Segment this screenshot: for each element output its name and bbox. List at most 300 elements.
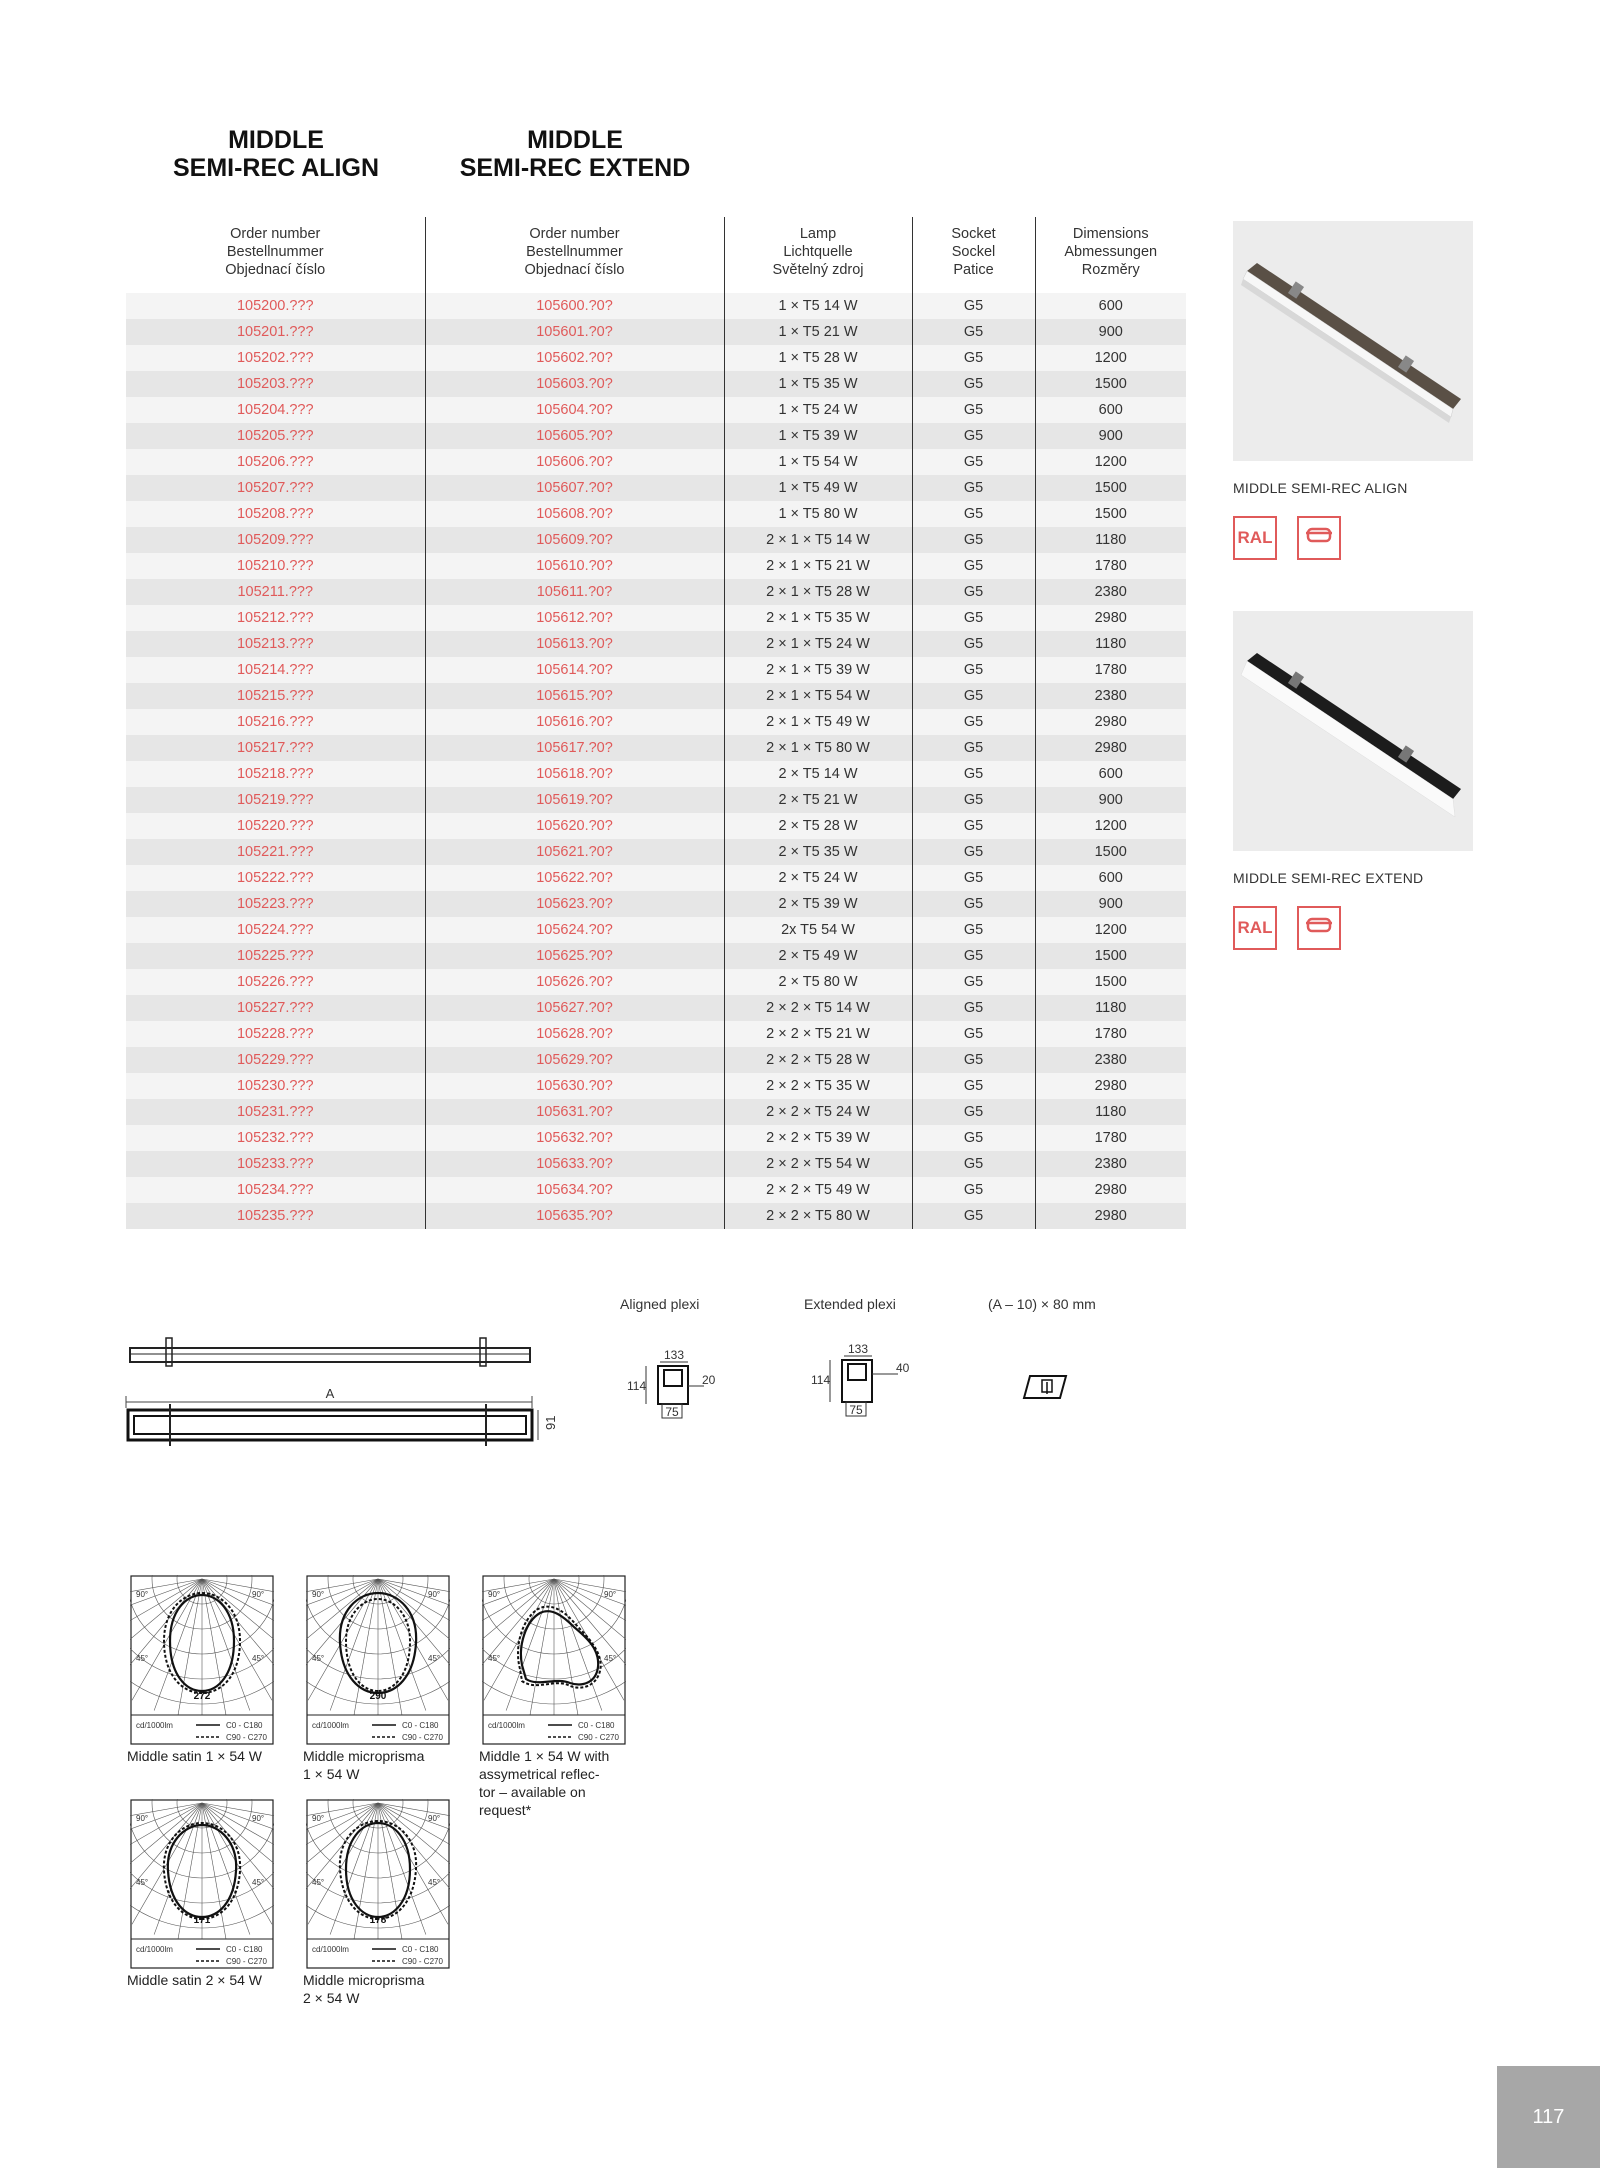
cell-lamp: 2 × 2 × T5 21 W: [724, 1021, 912, 1047]
header-lamp: Lamp Lichtquelle Světelný zdroj: [724, 217, 912, 293]
cell-lamp: 2 × 2 × T5 14 W: [724, 995, 912, 1021]
cell-socket: G5: [912, 371, 1035, 397]
polar-caption-line: Middle microprisma: [303, 1972, 425, 1988]
cell-order-extend: 105618.?0?: [425, 761, 724, 787]
svg-text:75: 75: [665, 1405, 679, 1419]
cell-order-extend: 105606.?0?: [425, 449, 724, 475]
cell-lamp: 2 × 2 × T5 49 W: [724, 1177, 912, 1203]
polar-label-45-right: 45°: [604, 1654, 617, 1663]
header-dimensions: Dimensions Abmessungen Rozměry: [1035, 217, 1186, 293]
cell-order-extend: 105633.?0?: [425, 1151, 724, 1177]
cell-dimension: 1200: [1035, 345, 1186, 371]
polar-diagram: [306, 1799, 450, 1969]
cell-lamp: 2x T5 54 W: [724, 917, 912, 943]
polar-caption: [479, 1747, 609, 1819]
table-row: [126, 475, 1186, 501]
polar-label-90-right: 90°: [428, 1590, 441, 1599]
cell-dimension: 2380: [1035, 683, 1186, 709]
table-row: [126, 735, 1186, 761]
table-row: [126, 319, 1186, 345]
polar-max-value: 290: [369, 1691, 387, 1702]
cell-order-extend: 105631.?0?: [425, 1099, 724, 1125]
cell-socket: G5: [912, 787, 1035, 813]
cell-socket: G5: [912, 397, 1035, 423]
table-row: [126, 423, 1186, 449]
polar-unit: cd/1000lm: [312, 1721, 349, 1730]
cell-order-align: 105213.???: [126, 631, 425, 657]
table-row: [126, 1203, 1186, 1229]
cell-socket: G5: [912, 761, 1035, 787]
table-row: [126, 865, 1186, 891]
title-extend: MIDDLE SEMI-REC EXTEND: [459, 126, 691, 182]
polar-legend-c0: C0 - C180: [578, 1721, 615, 1730]
cell-lamp: 2 × 1 × T5 80 W: [724, 735, 912, 761]
cell-order-align: 105231.???: [126, 1099, 425, 1125]
cell-socket: G5: [912, 1203, 1035, 1229]
cell-order-align: 105227.???: [126, 995, 425, 1021]
polar-label-90-right: 90°: [252, 1814, 265, 1823]
polar-legend-c90: C90 - C270: [226, 1733, 267, 1742]
cell-lamp: 2 × 1 × T5 24 W: [724, 631, 912, 657]
cell-socket: G5: [912, 449, 1035, 475]
polar-caption: [303, 1747, 424, 1783]
cell-socket: G5: [912, 319, 1035, 345]
cell-order-align: 105210.???: [126, 553, 425, 579]
table-row: [126, 449, 1186, 475]
cell-order-extend: 105608.?0?: [425, 501, 724, 527]
polar-legend-c0: C0 - C180: [226, 1945, 263, 1954]
cell-dimension: 900: [1035, 787, 1186, 813]
cell-socket: G5: [912, 527, 1035, 553]
cell-order-align: 105218.???: [126, 761, 425, 787]
cell-socket: G5: [912, 657, 1035, 683]
polar-caption-line: tor – available on: [479, 1784, 586, 1800]
cell-lamp: 1 × T5 28 W: [724, 345, 912, 371]
cell-lamp: 1 × T5 14 W: [724, 293, 912, 319]
polar-unit: cd/1000lm: [136, 1945, 173, 1954]
cell-order-align: 105235.???: [126, 1203, 425, 1229]
polar-unit: cd/1000lm: [136, 1721, 173, 1730]
cell-order-align: 105220.???: [126, 813, 425, 839]
cell-dimension: 1780: [1035, 657, 1186, 683]
cell-lamp: 1 × T5 21 W: [724, 319, 912, 345]
table-row: [126, 995, 1186, 1021]
table-row: [126, 761, 1186, 787]
cell-socket: G5: [912, 631, 1035, 657]
cell-socket: G5: [912, 1047, 1035, 1073]
page-number: 117: [1497, 2066, 1600, 2168]
cell-lamp: 2 × 1 × T5 14 W: [724, 527, 912, 553]
cell-dimension: 2980: [1035, 1203, 1186, 1229]
cell-order-extend: 105625.?0?: [425, 943, 724, 969]
cell-order-align: 105212.???: [126, 605, 425, 631]
table-row: [126, 813, 1186, 839]
polar-label-45-right: 45°: [428, 1654, 441, 1663]
polar-max-value: 171: [193, 1915, 211, 1926]
cell-dimension: 1180: [1035, 995, 1186, 1021]
cell-dimension: 600: [1035, 293, 1186, 319]
cell-lamp: 2 × T5 14 W: [724, 761, 912, 787]
cell-order-align: 105221.???: [126, 839, 425, 865]
cell-socket: G5: [912, 423, 1035, 449]
cell-lamp: 1 × T5 80 W: [724, 501, 912, 527]
cell-lamp: 2 × 1 × T5 21 W: [724, 553, 912, 579]
cell-order-align: 105206.???: [126, 449, 425, 475]
cell-socket: G5: [912, 1125, 1035, 1151]
cell-socket: G5: [912, 293, 1035, 319]
svg-text:20: 20: [702, 1373, 716, 1387]
cell-order-extend: 105627.?0?: [425, 995, 724, 1021]
cell-socket: G5: [912, 917, 1035, 943]
polar-label-90-left: 90°: [136, 1814, 149, 1823]
order-table: [126, 217, 1186, 1229]
cell-socket: G5: [912, 475, 1035, 501]
cell-order-align: 105208.???: [126, 501, 425, 527]
cell-dimension: 1780: [1035, 1021, 1186, 1047]
polar-label-45-left: 45°: [312, 1878, 325, 1887]
cell-order-align: 105214.???: [126, 657, 425, 683]
cell-order-extend: 105614.?0?: [425, 657, 724, 683]
polar-label-45-left: 45°: [312, 1654, 325, 1663]
cell-dimension: 1180: [1035, 527, 1186, 553]
polar-label-90-right: 90°: [252, 1590, 265, 1599]
cell-dimension: 1500: [1035, 371, 1186, 397]
cell-socket: G5: [912, 735, 1035, 761]
cell-dimension: 600: [1035, 865, 1186, 891]
table-row: [126, 527, 1186, 553]
cell-order-extend: 105626.?0?: [425, 969, 724, 995]
cell-dimension: 2380: [1035, 1047, 1186, 1073]
cell-order-align: 105217.???: [126, 735, 425, 761]
polar-caption: [303, 1971, 424, 2007]
caption-extended-plexi: Extended plexi: [804, 1296, 896, 1312]
cell-order-extend: 105634.?0?: [425, 1177, 724, 1203]
polar-label-90-right: 90°: [428, 1814, 441, 1823]
table-row: [126, 553, 1186, 579]
cell-lamp: 2 × 1 × T5 28 W: [724, 579, 912, 605]
polar-caption-line: 1 × 54 W: [303, 1766, 360, 1782]
table-row: [126, 943, 1186, 969]
cell-socket: G5: [912, 1177, 1035, 1203]
cell-order-align: 105229.???: [126, 1047, 425, 1073]
product-image-extend: [1233, 611, 1473, 851]
cell-lamp: 1 × T5 35 W: [724, 371, 912, 397]
aligned-plexi-section: [618, 1346, 738, 1434]
cell-order-extend: 105605.?0?: [425, 423, 724, 449]
cell-socket: G5: [912, 501, 1035, 527]
cell-socket: G5: [912, 345, 1035, 371]
cell-lamp: 2 × 1 × T5 54 W: [724, 683, 912, 709]
cell-dimension: 1500: [1035, 839, 1186, 865]
polar-label-90-left: 90°: [136, 1590, 149, 1599]
table-row: [126, 371, 1186, 397]
cell-order-extend: 105628.?0?: [425, 1021, 724, 1047]
polar-legend-c0: C0 - C180: [402, 1945, 439, 1954]
polar-caption-line: Middle 1 × 54 W with: [479, 1748, 610, 1764]
cell-dimension: 900: [1035, 423, 1186, 449]
cell-order-align: 105203.???: [126, 371, 425, 397]
cell-order-extend: 105613.?0?: [425, 631, 724, 657]
cell-order-align: 105234.???: [126, 1177, 425, 1203]
cell-order-align: 105216.???: [126, 709, 425, 735]
cell-order-extend: 105622.?0?: [425, 865, 724, 891]
polar-legend-c90: C90 - C270: [226, 1957, 267, 1966]
table-row: [126, 1151, 1186, 1177]
cell-order-align: 105215.???: [126, 683, 425, 709]
cell-dimension: 900: [1035, 319, 1186, 345]
cell-lamp: 2 × 2 × T5 54 W: [724, 1151, 912, 1177]
cell-order-align: 105201.???: [126, 319, 425, 345]
recessed-icon-align: [1297, 516, 1341, 560]
cell-lamp: 2 × T5 39 W: [724, 891, 912, 917]
cell-dimension: 2980: [1035, 735, 1186, 761]
polar-unit: cd/1000lm: [488, 1721, 525, 1730]
polar-label-45-right: 45°: [252, 1878, 265, 1887]
table-row: [126, 293, 1186, 319]
table-row: [126, 345, 1186, 371]
polar-caption-line: Middle satin 1 × 54 W: [127, 1748, 263, 1764]
dim-a-label: A: [325, 1386, 335, 1401]
cell-dimension: 1180: [1035, 1099, 1186, 1125]
cell-order-align: 105226.???: [126, 969, 425, 995]
table-body: [126, 293, 1186, 1229]
table-row: [126, 1073, 1186, 1099]
cell-socket: G5: [912, 683, 1035, 709]
dim-91-label: 91: [543, 1415, 558, 1430]
cutout-icon: [1020, 1372, 1070, 1402]
table-row: [126, 579, 1186, 605]
table-row: [126, 1047, 1186, 1073]
polar-unit: cd/1000lm: [312, 1945, 349, 1954]
cell-socket: G5: [912, 813, 1035, 839]
cell-order-align: 105219.???: [126, 787, 425, 813]
recessed-icon-extend: [1297, 906, 1341, 950]
cell-socket: G5: [912, 943, 1035, 969]
table-row: [126, 1177, 1186, 1203]
svg-text:114: 114: [627, 1379, 647, 1393]
polar-caption-line: Middle microprisma: [303, 1748, 425, 1764]
cell-order-extend: 105610.?0?: [425, 553, 724, 579]
table-row: [126, 631, 1186, 657]
cell-dimension: 2980: [1035, 1177, 1186, 1203]
cell-order-align: 105222.???: [126, 865, 425, 891]
cell-lamp: 1 × T5 54 W: [724, 449, 912, 475]
cell-lamp: 2 × 2 × T5 28 W: [724, 1047, 912, 1073]
svg-text:114: 114: [811, 1373, 831, 1387]
cell-order-align: 105225.???: [126, 943, 425, 969]
cell-order-align: 105200.???: [126, 293, 425, 319]
title-align: MIDDLE SEMI-REC ALIGN: [172, 126, 380, 182]
cell-dimension: 1500: [1035, 943, 1186, 969]
cell-socket: G5: [912, 1021, 1035, 1047]
cell-socket: G5: [912, 579, 1035, 605]
cell-lamp: 2 × T5 21 W: [724, 787, 912, 813]
cell-dimension: 2380: [1035, 1151, 1186, 1177]
cell-order-extend: 105635.?0?: [425, 1203, 724, 1229]
polar-max-value: 178: [369, 1915, 387, 1926]
cell-lamp: 2 × 1 × T5 49 W: [724, 709, 912, 735]
polar-label-45-left: 45°: [136, 1878, 149, 1887]
polar-label-45-left: 45°: [136, 1654, 149, 1663]
table-row: [126, 917, 1186, 943]
cell-socket: G5: [912, 995, 1035, 1021]
cell-socket: G5: [912, 1099, 1035, 1125]
cell-lamp: 2 × T5 35 W: [724, 839, 912, 865]
table-row: [126, 891, 1186, 917]
cell-dimension: 1180: [1035, 631, 1186, 657]
polar-label-90-right: 90°: [604, 1590, 617, 1599]
ral-badge-align: RAL: [1233, 516, 1277, 560]
polar-label-90-left: 90°: [488, 1590, 501, 1599]
cell-order-align: 105228.???: [126, 1021, 425, 1047]
cell-order-align: 105207.???: [126, 475, 425, 501]
header-order-extend: Order number Bestellnummer Objednací číslo: [425, 217, 724, 293]
cell-dimension: 1500: [1035, 501, 1186, 527]
cell-order-extend: 105623.?0?: [425, 891, 724, 917]
cell-dimension: 600: [1035, 397, 1186, 423]
header-socket: Socket Sockel Patice: [912, 217, 1035, 293]
svg-text:75: 75: [849, 1403, 863, 1417]
cell-dimension: 1200: [1035, 449, 1186, 475]
cell-order-align: 105211.???: [126, 579, 425, 605]
cell-socket: G5: [912, 969, 1035, 995]
cell-socket: G5: [912, 865, 1035, 891]
polar-legend-c0: C0 - C180: [402, 1721, 439, 1730]
polar-label-90-left: 90°: [312, 1814, 325, 1823]
polar-label-90-left: 90°: [312, 1590, 325, 1599]
polar-caption-line: Middle satin 2 × 54 W: [127, 1972, 263, 1988]
cell-order-extend: 105611.?0?: [425, 579, 724, 605]
cell-order-align: 105205.???: [126, 423, 425, 449]
polar-caption: [127, 1747, 262, 1765]
cell-lamp: 2 × T5 49 W: [724, 943, 912, 969]
polar-max-value: 272: [193, 1691, 211, 1702]
product-image-align: [1233, 221, 1473, 461]
luminaire-drawing: [120, 1330, 580, 1470]
polar-legend-c0: C0 - C180: [226, 1721, 263, 1730]
product-label-extend: MIDDLE SEMI-REC EXTEND: [1233, 870, 1424, 886]
cell-dimension: 600: [1035, 761, 1186, 787]
cell-lamp: 2 × 2 × T5 35 W: [724, 1073, 912, 1099]
cell-socket: G5: [912, 1073, 1035, 1099]
cell-order-extend: 105615.?0?: [425, 683, 724, 709]
cell-dimension: 1500: [1035, 475, 1186, 501]
cell-dimension: 900: [1035, 891, 1186, 917]
svg-text:133: 133: [663, 1348, 685, 1362]
cell-order-extend: 105612.?0?: [425, 605, 724, 631]
cell-socket: G5: [912, 891, 1035, 917]
table-row: [126, 969, 1186, 995]
polar-legend-c90: C90 - C270: [578, 1733, 619, 1742]
table-row: [126, 1099, 1186, 1125]
header-order-align: Order number Bestellnummer Objednací číslo: [225, 226, 326, 278]
caption-cutout: (A – 10) × 80 mm: [988, 1296, 1096, 1312]
cell-socket: G5: [912, 709, 1035, 735]
cell-lamp: 1 × T5 39 W: [724, 423, 912, 449]
cell-lamp: 2 × T5 24 W: [724, 865, 912, 891]
cell-order-align: 105204.???: [126, 397, 425, 423]
polar-legend-c90: C90 - C270: [402, 1733, 443, 1742]
svg-text:133: 133: [847, 1342, 869, 1356]
cell-lamp: 1 × T5 24 W: [724, 397, 912, 423]
cell-lamp: 1 × T5 49 W: [724, 475, 912, 501]
cell-order-extend: 105621.?0?: [425, 839, 724, 865]
cell-order-extend: 105624.?0?: [425, 917, 724, 943]
cell-order-extend: 105601.?0?: [425, 319, 724, 345]
cell-lamp: 2 × T5 80 W: [724, 969, 912, 995]
cell-socket: G5: [912, 1151, 1035, 1177]
polar-label-45-right: 45°: [428, 1878, 441, 1887]
cell-order-extend: 105617.?0?: [425, 735, 724, 761]
table-row: [126, 787, 1186, 813]
cell-order-extend: 105602.?0?: [425, 345, 724, 371]
product-label-align: MIDDLE SEMI-REC ALIGN: [1233, 480, 1408, 496]
cell-lamp: 2 × 2 × T5 39 W: [724, 1125, 912, 1151]
polar-label-45-left: 45°: [488, 1654, 501, 1663]
table-row: [126, 397, 1186, 423]
table-row: [126, 501, 1186, 527]
cell-dimension: 1780: [1035, 553, 1186, 579]
polar-caption: [127, 1971, 262, 1989]
cell-lamp: 2 × 1 × T5 35 W: [724, 605, 912, 631]
cell-order-extend: 105603.?0?: [425, 371, 724, 397]
cell-order-extend: 105616.?0?: [425, 709, 724, 735]
cell-dimension: 1200: [1035, 917, 1186, 943]
table-row: [126, 839, 1186, 865]
cell-socket: G5: [912, 839, 1035, 865]
cell-order-extend: 105609.?0?: [425, 527, 724, 553]
cell-socket: G5: [912, 605, 1035, 631]
polar-caption-line: request*: [479, 1802, 532, 1818]
cell-order-align: 105230.???: [126, 1073, 425, 1099]
cell-order-align: 105233.???: [126, 1151, 425, 1177]
cell-order-align: 105223.???: [126, 891, 425, 917]
cell-order-extend: 105619.?0?: [425, 787, 724, 813]
cell-socket: G5: [912, 553, 1035, 579]
cell-dimension: 2380: [1035, 579, 1186, 605]
svg-text:40: 40: [896, 1361, 910, 1375]
cell-dimension: 2980: [1035, 1073, 1186, 1099]
polar-diagram: [130, 1799, 274, 1969]
table-row: [126, 605, 1186, 631]
table-row: [126, 657, 1186, 683]
cell-lamp: 2 × T5 28 W: [724, 813, 912, 839]
cell-dimension: 1780: [1035, 1125, 1186, 1151]
cell-order-extend: 105600.?0?: [425, 293, 724, 319]
cell-order-extend: 105630.?0?: [425, 1073, 724, 1099]
table-row: [126, 683, 1186, 709]
cell-dimension: 2980: [1035, 605, 1186, 631]
cell-order-align: 105224.???: [126, 917, 425, 943]
polar-diagram: [482, 1575, 626, 1745]
ral-badge-extend: RAL: [1233, 906, 1277, 950]
table-row: [126, 1125, 1186, 1151]
cell-lamp: 2 × 1 × T5 39 W: [724, 657, 912, 683]
caption-aligned-plexi: Aligned plexi: [620, 1296, 700, 1312]
cell-lamp: 2 × 2 × T5 24 W: [724, 1099, 912, 1125]
polar-caption-line: 2 × 54 W: [303, 1990, 360, 2006]
cell-dimension: 1500: [1035, 969, 1186, 995]
table-header-row: [126, 217, 1186, 293]
cell-order-align: 105209.???: [126, 527, 425, 553]
polar-diagram: [130, 1575, 274, 1745]
table-row: [126, 1021, 1186, 1047]
cell-lamp: 2 × 2 × T5 80 W: [724, 1203, 912, 1229]
polar-diagram: [306, 1575, 450, 1745]
polar-caption-line: assymetrical reflec-: [479, 1766, 600, 1782]
cell-order-extend: 105607.?0?: [425, 475, 724, 501]
extended-plexi-section: [802, 1340, 922, 1434]
